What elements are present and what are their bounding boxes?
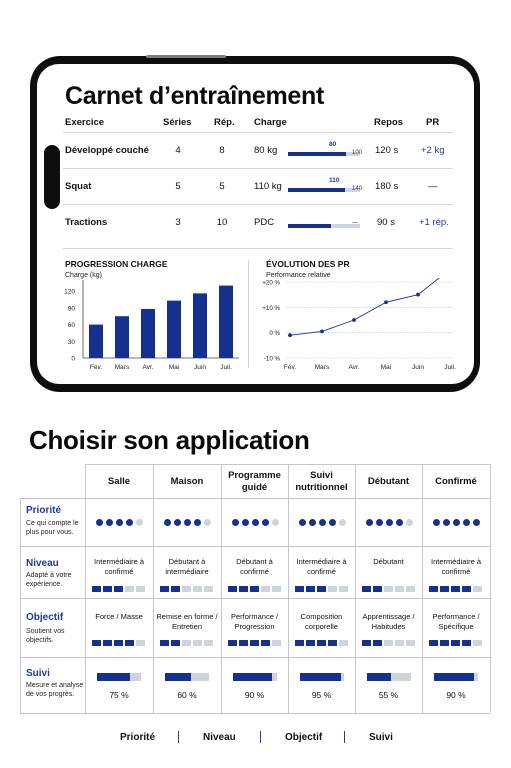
bar — [193, 293, 207, 358]
segment — [295, 586, 304, 592]
exercise-name: Squat — [65, 181, 92, 192]
priority-dots — [96, 519, 143, 526]
row-desc-suivi: Mesure et analyse de vos progrès. — [26, 682, 84, 699]
legend-separator — [260, 731, 261, 743]
segment — [384, 640, 393, 646]
dot — [96, 519, 103, 526]
level-text: Débutant à intermédiaire — [165, 557, 209, 577]
y-tick-label: 0 % — [269, 330, 280, 338]
load-bar-max: — — [352, 220, 358, 226]
x-tick-label: Mai — [380, 364, 392, 370]
segment — [204, 586, 213, 592]
segment — [306, 586, 315, 592]
tracking-bar — [434, 673, 478, 681]
tracking-bar-fill — [97, 673, 130, 681]
y-tick-label: 120 — [64, 288, 75, 296]
segment — [171, 586, 180, 592]
segment — [228, 586, 237, 592]
grid-line-vertical — [355, 464, 356, 713]
pr-value: +2 kg — [421, 145, 445, 156]
priority-dots — [433, 519, 480, 526]
dot — [194, 519, 201, 526]
bar — [167, 301, 181, 358]
grid-line-horizontal — [20, 657, 490, 658]
tracking-bar-fill — [434, 673, 474, 681]
app-title: Carnet d’entraînement — [65, 82, 325, 110]
row-desc-priorite: Ce qui compte le plus pour vous. — [26, 520, 79, 537]
dot — [174, 519, 181, 526]
level-text: Intermédiaire à confirmé — [296, 557, 347, 577]
segment — [473, 640, 482, 646]
divider — [63, 168, 453, 169]
segment — [228, 640, 237, 646]
objective-segments — [228, 640, 281, 646]
sets-value: 5 — [175, 181, 181, 192]
segment — [136, 640, 145, 646]
load-bar-fill — [288, 152, 346, 156]
grid-line-vertical — [288, 464, 289, 713]
data-point — [384, 300, 388, 304]
segment — [406, 586, 415, 592]
tracking-bar-fill — [233, 673, 273, 681]
segment — [373, 586, 382, 592]
dot — [339, 519, 346, 526]
segment — [362, 640, 371, 646]
x-tick-label: Mars — [314, 364, 330, 370]
tracking-value: 95 % — [311, 690, 332, 700]
tracking-bar-fill — [165, 673, 191, 681]
segment — [272, 586, 281, 592]
grid-line-horizontal — [20, 598, 490, 599]
grid-line-vertical — [422, 464, 423, 713]
dot — [406, 519, 413, 526]
segment — [114, 640, 123, 646]
segment — [384, 586, 393, 592]
legend-item-niveau: Niveau — [203, 732, 236, 743]
segment — [250, 640, 259, 646]
dot — [386, 519, 393, 526]
segment — [103, 586, 112, 592]
sets-value: 3 — [175, 217, 181, 228]
line-chart-title: ÉVOLUTION DES PR — [266, 259, 350, 269]
segment — [440, 640, 449, 646]
segment — [339, 586, 348, 592]
segment — [250, 586, 259, 592]
segment — [125, 586, 134, 592]
dot — [473, 519, 480, 526]
objective-segments — [429, 640, 482, 646]
col-header-reps: Rép. — [214, 117, 235, 128]
level-text: Intermédiaire à confirmé — [430, 557, 482, 577]
legend-item-priorite: Priorité — [120, 732, 156, 743]
objective-segments — [92, 640, 145, 646]
x-tick-label: Mai — [168, 364, 180, 370]
segment — [462, 640, 471, 646]
grid-line-vertical — [20, 498, 21, 713]
grid-line-horizontal — [20, 713, 490, 714]
y-tick-label: 60 — [67, 322, 75, 330]
tracking-value: 75 % — [109, 690, 129, 700]
dot — [463, 519, 470, 526]
reps-value: 5 — [219, 181, 225, 192]
segment — [261, 640, 270, 646]
bar-chart-ylabel: Charge (kg) — [65, 272, 102, 279]
dot — [272, 519, 279, 526]
segment — [395, 586, 404, 592]
segment — [317, 640, 326, 646]
level-segments — [295, 586, 348, 592]
x-tick-label: Mars — [114, 364, 130, 370]
column-header: Salle — [107, 476, 131, 488]
segment — [103, 640, 112, 646]
divider — [63, 132, 453, 133]
tracking-bar — [97, 673, 141, 681]
row-label-suivi: Suivi — [26, 668, 50, 679]
dot — [232, 519, 239, 526]
load-bar-max: 100 — [352, 150, 363, 156]
load-bar-max: 140 — [352, 186, 363, 192]
dot — [106, 519, 113, 526]
load-value: 110 kg — [254, 181, 282, 192]
segment — [406, 640, 415, 646]
objective-segments — [160, 640, 213, 646]
sets-value: 4 — [175, 145, 181, 156]
line-chart-ylabel: Performance relative — [266, 272, 331, 279]
tracking-value: 90 % — [446, 690, 466, 700]
level-segments — [92, 586, 145, 592]
priority-dots — [164, 519, 211, 526]
col-header-pr: PR — [426, 117, 440, 128]
x-tick-label: Fév. — [283, 364, 297, 370]
segment — [395, 640, 404, 646]
column-header: Confirmé — [435, 476, 477, 488]
bar — [89, 325, 103, 358]
grid-line-horizontal — [20, 498, 490, 499]
level-segments — [429, 586, 482, 592]
segment — [193, 640, 202, 646]
segment — [193, 586, 202, 592]
row-desc-niveau: Adapté à votre expérience. — [26, 572, 72, 589]
y-tick-label: 0 — [71, 355, 75, 363]
legend-item-objectif: Objectif — [285, 732, 323, 743]
dot — [433, 519, 440, 526]
column-header: Programme guidé — [228, 470, 281, 493]
tracking-bar-fill — [300, 673, 342, 681]
segment — [440, 586, 449, 592]
chart-divider — [248, 260, 249, 368]
segment — [328, 586, 337, 592]
pr-value: +1 rép. — [419, 217, 449, 228]
dot — [184, 519, 191, 526]
tracking-bar-fill — [367, 673, 391, 681]
objective-text: Apprentissage / Habitudes — [362, 612, 415, 632]
segment — [125, 640, 134, 646]
dot — [443, 519, 450, 526]
dot — [299, 519, 306, 526]
level-segments — [228, 586, 281, 592]
segment — [92, 586, 101, 592]
divider — [63, 248, 453, 249]
tracking-value: 90 % — [244, 690, 265, 700]
load-value: 80 kg — [254, 145, 278, 156]
reps-value: 10 — [216, 217, 228, 228]
series-line — [290, 278, 450, 335]
objective-segments — [295, 640, 348, 646]
column-header: Maison — [170, 476, 204, 488]
dot — [252, 519, 259, 526]
y-tick-label: -10 % — [263, 355, 280, 363]
row-label-objectif: Objectif — [26, 612, 64, 623]
legend-item-suivi: Suivi — [369, 732, 393, 743]
phone-side-button — [44, 145, 60, 209]
segment — [429, 640, 438, 646]
objective-text: Force / Masse — [95, 612, 143, 621]
data-point — [416, 293, 420, 297]
segment — [171, 640, 180, 646]
reps-value: 8 — [219, 145, 225, 156]
dot — [262, 519, 269, 526]
segment — [136, 586, 145, 592]
row-desc-objectif: Soutient vos objectifs. — [26, 628, 65, 645]
load-bar-value: 80 — [329, 141, 337, 148]
load-bar-fill — [288, 188, 345, 192]
row-label-priorite: Priorité — [26, 505, 62, 516]
col-header-load: Charge — [254, 117, 287, 128]
x-tick-label: Juil. — [220, 364, 232, 370]
segment — [239, 586, 248, 592]
segment — [239, 640, 248, 646]
rest-value: 90 s — [377, 217, 395, 228]
segment — [451, 586, 460, 592]
legend-separator — [344, 731, 345, 743]
tracking-bar — [300, 673, 344, 681]
bar — [115, 316, 129, 358]
dot — [126, 519, 133, 526]
tracking-bar — [233, 673, 277, 681]
data-point — [352, 318, 356, 322]
column-header: Débutant — [367, 476, 410, 488]
segment — [451, 640, 460, 646]
dot — [309, 519, 316, 526]
objective-text: Performance / Progression — [230, 612, 279, 632]
dot — [329, 519, 336, 526]
x-tick-label: Fév. — [89, 364, 103, 370]
level-text: Débutant — [373, 557, 404, 566]
exercise-name: Tractions — [65, 217, 108, 228]
y-tick-label: +10 % — [262, 304, 280, 312]
load-bar — [288, 224, 360, 228]
segment — [306, 640, 315, 646]
dot — [366, 519, 373, 526]
dot — [242, 519, 249, 526]
segment — [160, 586, 169, 592]
load-bar-fill — [288, 224, 331, 228]
col-header-rest: Repos — [374, 117, 404, 128]
bar — [141, 309, 155, 358]
grid-line-vertical — [221, 464, 222, 713]
segment — [339, 640, 348, 646]
bar — [219, 286, 233, 358]
load-value: PDC — [254, 217, 275, 228]
segment — [92, 640, 101, 646]
level-text: Intermédiaire à confirmé — [93, 557, 145, 577]
load-bar-value: 110 — [329, 177, 340, 184]
line-chart — [258, 278, 458, 370]
x-tick-label: Avr. — [348, 364, 360, 370]
dot — [164, 519, 171, 526]
segment — [473, 586, 482, 592]
y-tick-label: +20 % — [262, 279, 280, 287]
column-header: Suivi nutritionnel — [295, 470, 348, 493]
level-segments — [362, 586, 415, 592]
level-text: Débutant à confirmé — [236, 557, 273, 577]
x-tick-label: Juil. — [444, 364, 456, 370]
data-point — [320, 330, 324, 334]
grid-line-horizontal — [20, 546, 490, 547]
pr-value: — — [428, 181, 438, 192]
priority-dots — [299, 519, 346, 526]
dot — [116, 519, 123, 526]
y-tick-label: 30 — [67, 338, 75, 346]
segment — [272, 640, 281, 646]
segment — [373, 640, 382, 646]
col-header-sets: Séries — [163, 117, 192, 128]
bar-chart — [57, 278, 243, 370]
divider — [63, 204, 453, 205]
legend-separator — [178, 731, 179, 743]
section-title: Choisir son application — [29, 425, 310, 455]
tracking-value: 60 % — [177, 690, 197, 700]
dot — [204, 519, 211, 526]
priority-dots — [366, 519, 413, 526]
level-segments — [160, 586, 213, 592]
data-point — [288, 333, 292, 337]
segment — [317, 586, 326, 592]
dot — [453, 519, 460, 526]
tracking-bar — [367, 673, 411, 681]
segment — [182, 586, 191, 592]
objective-text: Composition corporelle — [300, 612, 343, 632]
segment — [261, 586, 270, 592]
segment — [429, 586, 438, 592]
segment — [328, 640, 337, 646]
priority-dots — [232, 519, 279, 526]
dot — [396, 519, 403, 526]
rest-value: 180 s — [375, 181, 399, 192]
segment — [204, 640, 213, 646]
x-tick-label: Avr. — [142, 364, 154, 370]
objective-text: Performance / Spécifique — [432, 612, 480, 632]
segment — [362, 586, 371, 592]
col-header-exercise: Exercice — [65, 117, 105, 128]
bar-chart-title: PROGRESSION CHARGE — [65, 259, 168, 269]
tracking-bar — [165, 673, 209, 681]
x-tick-label: Juin — [194, 364, 206, 370]
phone-screen — [37, 64, 474, 384]
dot — [319, 519, 326, 526]
segment — [160, 640, 169, 646]
objective-text: Remise en forme / Entretien — [156, 612, 218, 632]
grid-line-vertical — [490, 464, 491, 713]
rest-value: 120 s — [375, 145, 399, 156]
tracking-value: 55 % — [378, 690, 399, 700]
grid-line-vertical — [153, 464, 154, 713]
segment — [295, 640, 304, 646]
y-tick-label: 90 — [67, 305, 75, 313]
exercise-name: Développé couché — [65, 145, 149, 156]
dot — [376, 519, 383, 526]
objective-segments — [362, 640, 415, 646]
dot — [136, 519, 143, 526]
segment — [462, 586, 471, 592]
phone-top-edge — [146, 55, 226, 58]
x-tick-label: Juin — [412, 364, 424, 370]
segment — [182, 640, 191, 646]
segment — [114, 586, 123, 592]
row-label-niveau: Niveau — [26, 558, 59, 569]
